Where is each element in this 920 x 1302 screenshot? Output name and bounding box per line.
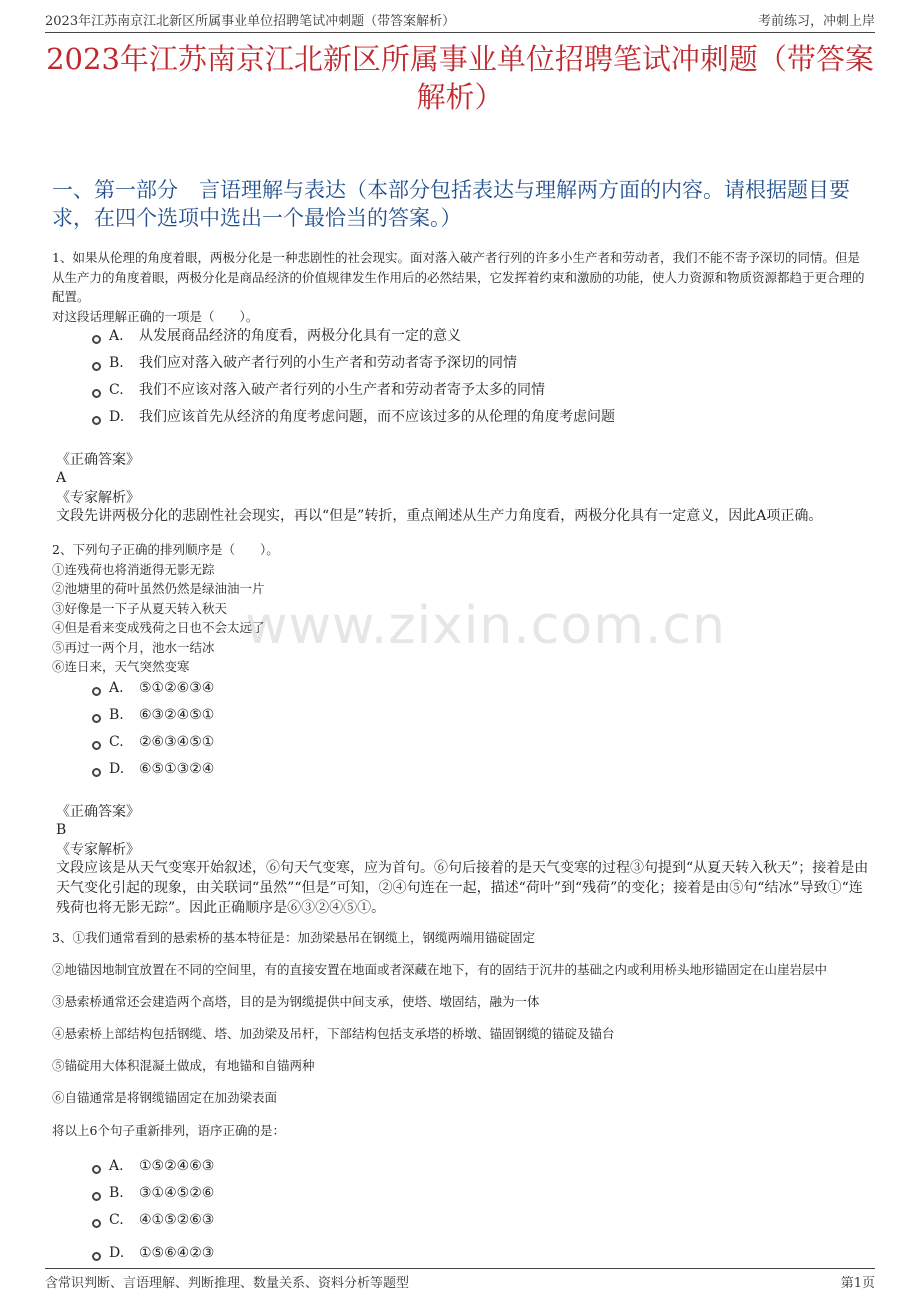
option-letter: C. bbox=[109, 1212, 124, 1228]
option-letter: C. bbox=[109, 734, 124, 750]
radio-button-icon[interactable] bbox=[92, 389, 101, 398]
option-letter: B. bbox=[109, 355, 124, 371]
q3-sentence-6: ⑥自锚通常是将钢缆锚固定在加劲梁表面 bbox=[52, 1090, 278, 1105]
q1-option-a[interactable] bbox=[92, 326, 461, 346]
sentence-line: ⑤再过一两个月，池水一结冰 bbox=[52, 639, 215, 655]
q2-option-a[interactable] bbox=[92, 678, 214, 698]
radio-button-icon[interactable] bbox=[92, 714, 101, 723]
watermark: www.zixin.com.cn bbox=[245, 596, 726, 656]
q2-answer: B bbox=[56, 822, 67, 838]
q3-option-c[interactable] bbox=[92, 1210, 214, 1230]
page-number: 第1页 bbox=[840, 1276, 875, 1291]
option-letter: A. bbox=[109, 1158, 124, 1174]
q1-analysis: 文段先讲两极分化的悲剧性社会现实，再以“但是”转折，重点阐述从生产力角度看，两极分化具有一定意义，因此A项正确。 bbox=[56, 508, 823, 524]
q2-answer-label: 《正确答案》 bbox=[56, 804, 140, 820]
header-slogan: 考前练习，冲刺上岸 bbox=[757, 14, 875, 29]
q3-option-a[interactable] bbox=[92, 1156, 214, 1176]
option-letter: A. bbox=[109, 680, 124, 696]
question-2 bbox=[52, 540, 872, 677]
option-text: ⑥⑤①③②④ bbox=[139, 761, 215, 777]
radio-button-icon[interactable] bbox=[92, 1252, 101, 1261]
option-text: ③①④⑤②⑥ bbox=[139, 1185, 215, 1201]
q2-option-d[interactable] bbox=[92, 759, 214, 779]
sentence-line: ③好像是一下子从夏天转入秋天 bbox=[52, 600, 228, 616]
q1-option-d[interactable] bbox=[92, 407, 615, 427]
sentence-line: ②池塘里的荷叶虽然仍然是绿油油一片 bbox=[52, 581, 265, 596]
option-text: 我们应该首先从经济的角度考虑问题，而不应该过多的从伦理的角度考虑问题 bbox=[139, 409, 615, 425]
sentence-line: ①连残荷也将消逝得无影无踪 bbox=[52, 561, 215, 577]
option-text: ④①⑤②⑥③ bbox=[139, 1212, 215, 1228]
option-text: ①⑤②④⑥③ bbox=[139, 1158, 215, 1174]
q3-option-d[interactable] bbox=[92, 1243, 214, 1263]
question-1-ask: 对这段话理解正确的一项是（ ）。 bbox=[52, 308, 259, 324]
radio-button-icon[interactable] bbox=[92, 1192, 101, 1201]
option-text: 我们不应该对落入破产者行列的小生产者和劳动者寄予太多的同情 bbox=[139, 382, 545, 398]
q1-answer-label: 《正确答案》 bbox=[56, 452, 140, 468]
sentence-line: ⑥连日来，天气突然变寒 bbox=[52, 659, 190, 674]
q3-sentence-4: ④悬索桥上部结构包括钢缆、塔、加劲梁及吊杆，下部结构包括支承塔的桥墩、锚固钢缆的锚碇及锚台 bbox=[52, 1026, 615, 1041]
header-doc-title: 2023年江苏南京江北新区所属事业单位招聘笔试冲刺题（带答案解析） bbox=[45, 14, 456, 29]
q3-ask: 将以上6个句子重新排列，语序正确的是： bbox=[52, 1123, 285, 1138]
option-letter: B. bbox=[109, 1185, 124, 1201]
q3-sentence-1: 3、①我们通常看到的悬索桥的基本特征是：加劲梁悬吊在钢缆上，钢缆两端用锚碇固定 bbox=[52, 930, 535, 945]
page-header bbox=[45, 10, 875, 33]
option-letter: B. bbox=[109, 707, 124, 723]
radio-button-icon[interactable] bbox=[92, 741, 101, 750]
q2-option-b[interactable] bbox=[92, 705, 214, 725]
option-text: 从发展商品经济的角度看，两极分化具有一定的意义 bbox=[139, 328, 461, 344]
question-1 bbox=[52, 248, 872, 326]
footer-topics: 含常识判断、言语理解、判断推理、数量关系、资料分析等题型 bbox=[45, 1276, 410, 1291]
option-letter: D. bbox=[109, 1245, 125, 1261]
page-footer bbox=[45, 1268, 875, 1291]
option-text: ⑥③②④⑤① bbox=[139, 707, 215, 723]
q2-option-c[interactable] bbox=[92, 732, 214, 752]
q1-option-b[interactable] bbox=[92, 353, 517, 373]
q3-sentence-5: ⑤锚碇用大体积混凝土做成，有地锚和自锚两种 bbox=[52, 1058, 315, 1073]
option-letter: A. bbox=[109, 328, 124, 344]
option-text: ②⑥③④⑤① bbox=[139, 734, 215, 750]
radio-button-icon[interactable] bbox=[92, 1165, 101, 1174]
question-1-stem: 1、如果从伦理的角度着眼，两极分化是一种悲剧性的社会现实。面对落入破产者行列的许多小生产者和劳动者，我们不能不寄予深切的同情。但是从生产力的角度着眼，两极分化是商品经济的价值规律发生作用后的必然结果，它发挥着约束和激励的功能，使人力资源和物质资源都趋于更合理的配置。 bbox=[52, 250, 865, 304]
radio-button-icon[interactable] bbox=[92, 687, 101, 696]
question-2-stem: 2、下列句子正确的排列顺序是（ ）。 bbox=[52, 542, 279, 557]
option-letter: C. bbox=[109, 382, 124, 398]
section-heading: 一、第一部分 言语理解与表达（本部分包括表达与理解两方面的内容。请根据题目要求，在四个选项中选出一个最恰当的答案。） bbox=[52, 178, 850, 230]
option-letter: D. bbox=[109, 761, 125, 777]
sentence-line: ④但是看来变成残荷之日也不会太远了 bbox=[52, 620, 265, 635]
q3-sentence-3: ③悬索桥通常还会建造两个高塔，目的是为钢缆提供中间支承，使塔、墩固结，融为一体 bbox=[52, 994, 540, 1009]
q1-analysis-label: 《专家解析》 bbox=[56, 490, 140, 506]
q1-option-c[interactable] bbox=[92, 380, 545, 400]
q2-analysis: 文段应该是从天气变寒开始叙述，⑥句天气变寒，应为首句。⑥句后接着的是天气变寒的过程③句提到“从夏天转入秋天”；接着是由天气变化引起的现象，由关联词“虽然”“但是”可知，②④句连在一起，描述“荷叶”到“残荷”的变化；接着是由⑤句“结冰”导致①“连残荷也将无影无踪”。因此正确顺序是⑥③②④⑤①。 bbox=[56, 860, 869, 916]
radio-button-icon[interactable] bbox=[92, 362, 101, 371]
option-text: ⑤①②⑥③④ bbox=[139, 680, 215, 696]
q3-option-b[interactable] bbox=[92, 1183, 214, 1203]
option-text: ①⑤⑥④②③ bbox=[139, 1245, 215, 1261]
option-text: 我们应对落入破产者行列的小生产者和劳动者寄予深切的同情 bbox=[139, 355, 517, 371]
radio-button-icon[interactable] bbox=[92, 768, 101, 777]
option-letter: D. bbox=[109, 409, 125, 425]
radio-button-icon[interactable] bbox=[92, 1219, 101, 1228]
q3-sentence-2: ②地锚因地制宜放置在不同的空间里，有的直接安置在地面或者深藏在地下，有的固结于沉井的基础之内或利用桥头地形锚固定在山崖岩层中 bbox=[52, 962, 828, 977]
radio-button-icon[interactable] bbox=[92, 416, 101, 425]
q1-answer: A bbox=[56, 470, 67, 486]
q2-analysis-label: 《专家解析》 bbox=[56, 842, 140, 858]
radio-button-icon[interactable] bbox=[92, 335, 101, 344]
document-title: 2023年江苏南京江北新区所属事业单位招聘笔试冲刺题（带答案解析） bbox=[46, 42, 874, 114]
